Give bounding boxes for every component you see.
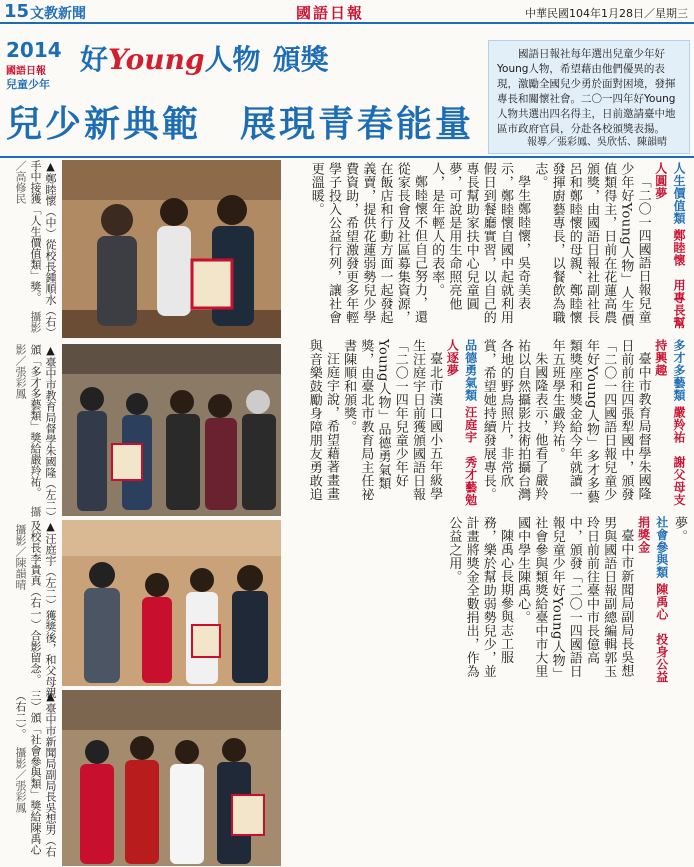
feature-brand-sub: 兒童少年 — [6, 78, 50, 91]
caption-credit: 攝影／張彩鳳 — [14, 344, 42, 517]
page-number: 15 — [4, 1, 30, 22]
award-photo-2 — [62, 344, 281, 516]
caption-text: ▲臺中市新聞局副局長吳想男（右三）頒「社會參與類」獎給陳禹心（右二）。 — [14, 690, 57, 857]
award-photo-3 — [62, 520, 281, 686]
article-paragraph: 鄭睦懷不但自己努力，還從家長會及社區募集資源，在飯店和行動方面一起發起義賣，提供花蓮弱勢兒少學費資助，希望激發更多年輕學子投入公益行列，讓社會更溫暖。 — [308, 162, 427, 324]
section-subhead: 嚴羚祐 謝父母支持興趣 — [653, 339, 686, 507]
caption-text: ▲鄭睦懷（中）從校長鍾順水（右）手中接獲「人生價值類」獎。 — [29, 160, 57, 338]
kicker-young: Young — [108, 43, 205, 76]
kicker-people: 人物 — [204, 43, 261, 76]
award-photo-1 — [62, 160, 281, 338]
feature-year: 2014 — [6, 38, 62, 62]
divider — [0, 156, 694, 158]
feature-brand: 國語日報 — [6, 66, 46, 77]
caption-text: ▲汪庭宇（左二）獲獎後，和父母親及校長李貴真（右一）合影留念。 — [29, 520, 57, 698]
photo-caption-3 — [4, 520, 58, 700]
category-label: 品德勇氣類 — [463, 339, 478, 402]
photo-caption-2 — [4, 344, 58, 524]
photo-caption-1 — [4, 160, 58, 340]
section-subhead: 汪庭宇 秀才藝勉人逐夢 — [445, 339, 478, 507]
section-subhead: 陳禹心 投身公益捐獎金 — [636, 516, 669, 684]
caption-credit: 攝影／陳韻晴 — [14, 524, 27, 590]
category-label: 社會參與類 — [654, 516, 669, 579]
article-paragraph: 汪庭宇說，希望藉著畫畫與音樂鼓勵身障朋友勇敢追夢。 — [306, 339, 687, 543]
category-label: 多才多藝類 — [672, 339, 686, 402]
masthead-logo: 國語日報 — [296, 4, 365, 22]
article-paragraph: 「二〇一四國語日報兒童少年好Young人物」人生價值類得主，日前在花蓮高農頒獎，由國語日報社副社長呂和鄭睦懷的母親、鄭睦懷發揮廚藝專長，以餐飲為職志。 — [532, 162, 651, 327]
caption-credit: 攝影／張彩鳳 — [14, 747, 27, 813]
article-paragraph: 臺北市漢口國小五年級學生汪庭宇日前獲頒國語日報「二〇一四年兒童少年好Young人物」品德勇氣類獎，由臺北市教育局主任祕書陳順和頒獎。 — [341, 339, 443, 501]
section-subhead: 鄭睦懷 用專長幫人圓夢 — [653, 162, 686, 330]
page-header-bar — [0, 0, 694, 24]
issue-date: 中華民國104年1月28日／星期三 — [525, 7, 688, 20]
category-label: 人生價值類 — [672, 162, 686, 225]
photo-caption-4 — [4, 690, 58, 866]
kicker-good: 好 — [80, 43, 109, 76]
article-paragraph: 陳禹心長期參與志工服務，樂於幫助弱勢兒少，並計畫將獎金全數捐出，作為公益之用。 — [446, 516, 513, 678]
section-title: 文教新聞 — [30, 6, 86, 22]
kicker-award: 頒獎 — [272, 43, 329, 76]
article-paragraph: 學生鄭睦懷，吳奇美表示，鄭睦懷自國中起就利用假日到餐廳實習，以自己的專長幫助家扶中心兒童圓夢，可說是用生命照亮他人，是年輕人的表率。 — [429, 162, 531, 324]
intro-text: 國語日報社每年選出兒童少年好Young人物，希望藉由他們優異的表現，激勵全國兒少勇於面對困境，發揮專長和關懷社會。二〇一四年好Young人物共選出四名得主，日前邀請臺中地區市政府官員，分赴各校頒獎表揚。 — [497, 48, 676, 135]
byline: 報導／張彩鳳、吳欣恬、陳韻晴 — [527, 137, 667, 148]
award-photo-4 — [62, 690, 281, 866]
caption-text: ▲臺中市教育局督學朱國隆（左二）頒「多才多藝類」獎給嚴羚祐。 — [29, 344, 57, 522]
caption-credit: 攝影／高修民 — [14, 160, 42, 333]
headline: 兒少新典範 展現青春能量 — [6, 103, 475, 145]
article-paragraph: 臺中市教育局督學朱國隆日前前往四張犁國中，頒發「二〇一四國語日報兒童少年好Young人物」多才多藝類獎座和獎金給今年就讀一年五班學生嚴羚祐。 — [549, 339, 651, 504]
article-paragraph: 臺中市新聞局副局長吳想男與國語日報副總編輯郭玉玲日前前往臺中市長億高中，頒發「二〇一四國語日報兒童少年好Young人物」社會參與類獎給臺中市大里國中學生陳禹心。 — [515, 516, 634, 681]
feature-kicker — [80, 38, 329, 78]
article-body — [290, 162, 688, 862]
article-paragraph: 朱國隆表示，他看了嚴羚祐以自然攝影技術拍攝台灣各地的野鳥照片，非常欣賞，希望她持續發展專長。 — [480, 339, 548, 501]
